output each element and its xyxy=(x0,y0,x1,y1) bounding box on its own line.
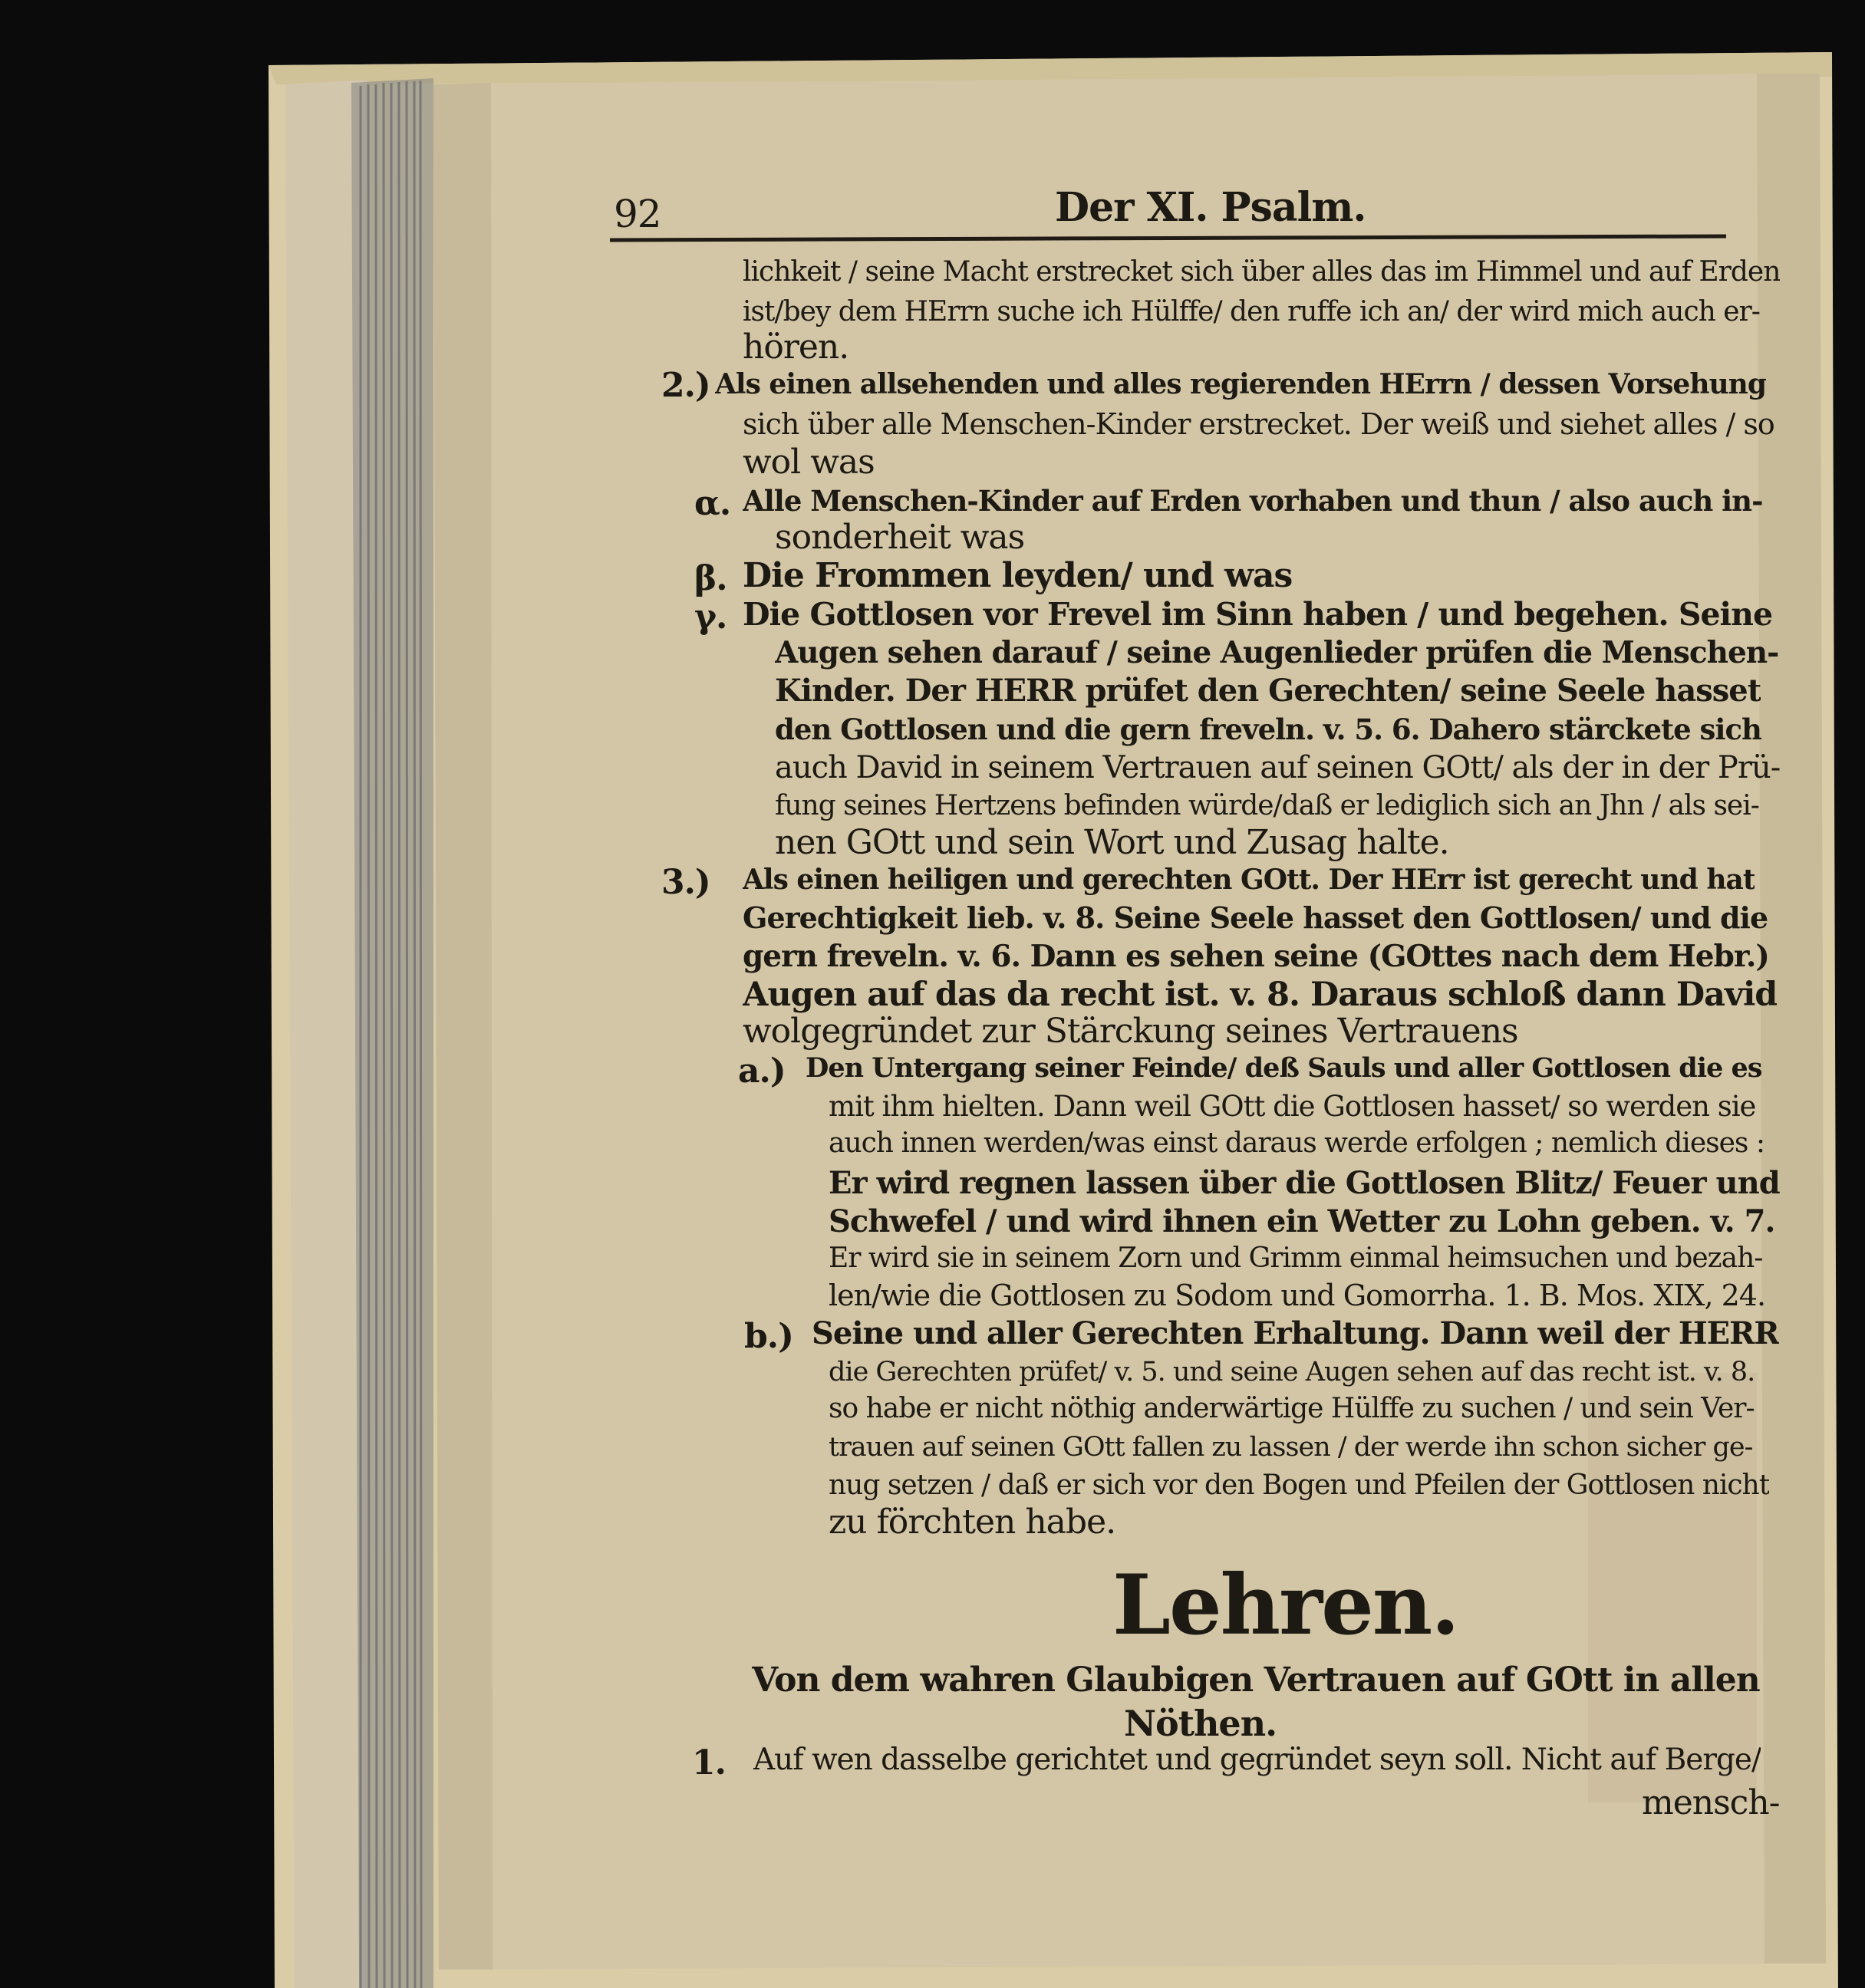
list-marker: 2.) xyxy=(661,367,710,405)
text-line: sonderheit was xyxy=(775,518,1025,557)
text-line: hören. xyxy=(743,328,849,367)
text-line: zu förchten habe. xyxy=(829,1503,1116,1542)
text-line: Augen auf das da recht ist. v. 8. Daraus schloß dann David xyxy=(743,976,1778,1014)
list-marker: b.) xyxy=(744,1318,793,1356)
text-line: Als einen heiligen und gerechten GOtt. Der HErr ist gerecht und hat xyxy=(743,864,1755,896)
text-line: gern freveln. v. 6. Dann es sehen seine (GOttes nach dem Hebr.) xyxy=(743,939,1769,974)
text-line: wolgegründet zur Stärckung seines Vertrauens xyxy=(743,1012,1518,1051)
section-subtitle: Von dem wahren Glaubigen Vertrauen auf GOtt in allen xyxy=(752,1661,1760,1700)
text-line: Er wird sie in seinem Zorn und Grimm einmal heimsuchen und bezah- xyxy=(829,1242,1763,1274)
text-line: Er wird regnen lassen über die Gottlosen Blitz/ Feuer und xyxy=(829,1165,1780,1201)
text-line: so habe er nicht nöthig anderwärtige Hülffe zu suchen / und sein Ver- xyxy=(829,1393,1755,1424)
text-line: nen GOtt und sein Wort und Zusag halte. xyxy=(775,824,1449,862)
text-line: Augen sehen darauf / seine Augenlieder prüfen die Menschen- xyxy=(775,635,1779,670)
text-line: len/wie die Gottlosen zu Sodom und Gomorrha. 1. B. Mos. XIX, 24. xyxy=(829,1279,1766,1312)
text-line: wol was xyxy=(743,443,875,482)
text-line: Auf wen dasselbe gerichtet und gegründet seyn soll. Nicht auf Berge/ xyxy=(753,1743,1761,1777)
text-line: Als einen allsehenden und alles regierenden HErrn / dessen Vorsehung xyxy=(715,368,1767,400)
text-line: die Gerechten prüfet/ v. 5. und seine Augen sehen auf das recht ist. v. 8. xyxy=(829,1357,1755,1387)
text-line: Die Frommen leyden/ und was xyxy=(743,557,1293,595)
text-line: fung seines Hertzens befinden würde/daß er lediglich sich an Jhn / als sei- xyxy=(775,790,1759,821)
list-marker: γ. xyxy=(694,598,727,637)
list-marker: β. xyxy=(694,560,727,598)
section-subtitle: Nöthen. xyxy=(1124,1704,1277,1743)
section-title: Lehren. xyxy=(1112,1563,1458,1647)
text-line: Alle Menschen-Kinder auf Erden vorhaben und thun / also auch in- xyxy=(743,484,1763,518)
text-line: Gerechtigkeit lieb. v. 8. Seine Seele hasset den Gottlosen/ und die xyxy=(743,900,1768,935)
text-line: ist/bey dem HErrn suche ich Hülffe/ den ruffe ich an/ der wird mich auch er- xyxy=(743,296,1760,327)
text-line: mit ihm hielten. Dann weil GOtt die Gottlosen hasset/ so werden sie xyxy=(829,1090,1756,1123)
text-line: Schwefel / und wird ihnen ein Wetter zu Lohn geben. v. 7. xyxy=(829,1203,1775,1239)
text-line: lichkeit / seine Macht erstrecket sich über alles das im Himmel und auf Erden xyxy=(743,256,1780,288)
text-line: auch innen werden/was einst daraus werde erfolgen ; nemlich dieses : xyxy=(829,1127,1765,1159)
list-marker: a.) xyxy=(738,1052,786,1091)
text-line: trauen auf seinen GOtt fallen zu lassen / der werde ihn schon sicher ge- xyxy=(829,1432,1753,1463)
text-line: Seine und aller Gerechten Erhaltung. Dann weil der HERR xyxy=(812,1315,1779,1351)
list-marker: α. xyxy=(694,485,731,523)
running-head: Der XI. Psalm. xyxy=(1055,189,1366,227)
text-line: nug setzen / daß er sich vor den Bogen und Pfeilen der Gottlosen nicht xyxy=(829,1470,1770,1501)
list-marker: 1. xyxy=(692,1744,726,1782)
catchword: mensch- xyxy=(1642,1784,1780,1822)
page-number: 92 xyxy=(614,195,661,233)
text-line: auch David in seinem Vertrauen auf seinen GOtt/ als der in der Prü- xyxy=(775,750,1780,785)
text-line: Den Untergang seiner Feinde/ deß Sauls und aller Gottlosen die es xyxy=(806,1052,1762,1084)
text-line: sich über alle Menschen-Kinder erstrecket. Der weiß und siehet alles / so xyxy=(743,407,1774,441)
list-marker: 3.) xyxy=(661,864,710,902)
text-line: Kinder. Der HERR prüfet den Gerechten/ seine Seele hasset xyxy=(775,673,1761,709)
text-line: den Gottlosen und die gern freveln. v. 5. 6. Dahero stärckete sich xyxy=(775,713,1761,746)
text-line: Die Gottlosen vor Frevel im Sinn haben / und begehen. Seine xyxy=(743,596,1773,633)
